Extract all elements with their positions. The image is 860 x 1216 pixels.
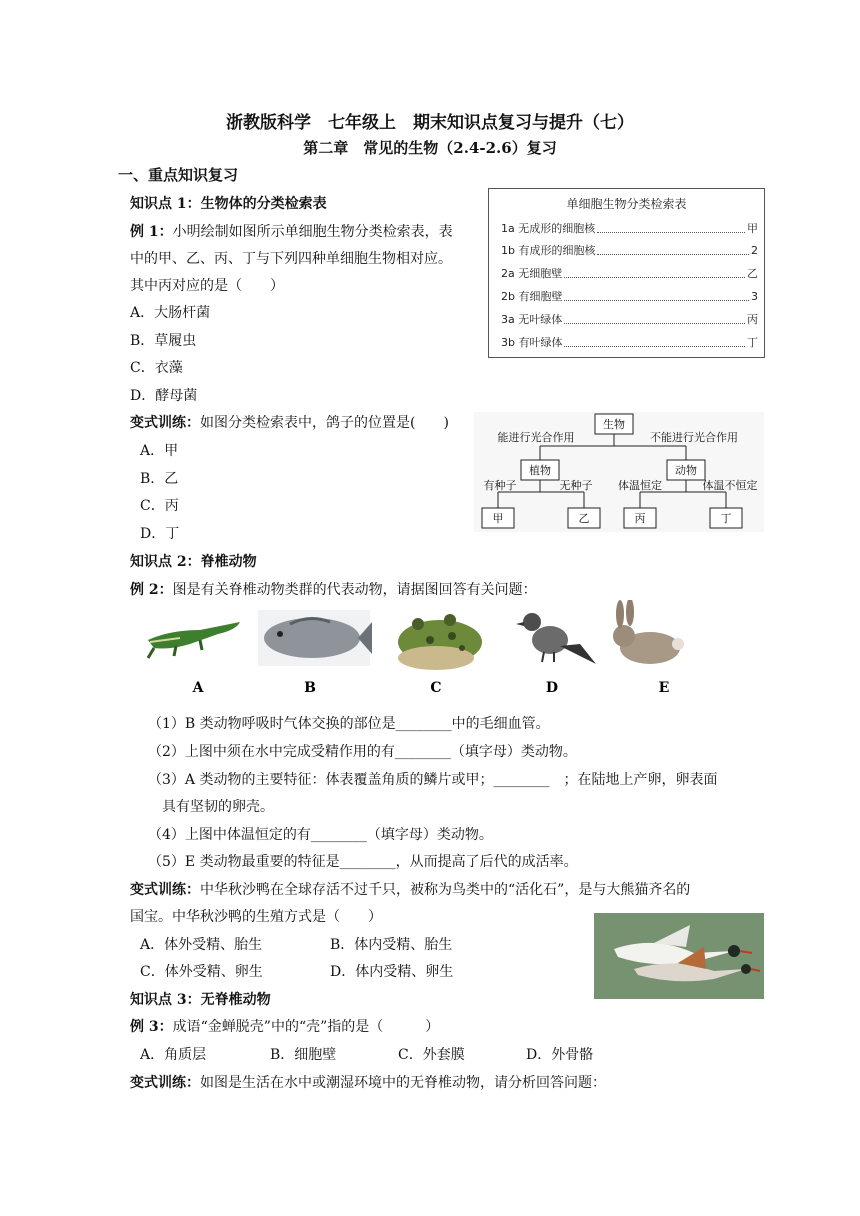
- variant-label: 变式训练：: [130, 1075, 200, 1091]
- tree-left-branch: 能进行光合作用: [497, 431, 575, 444]
- tree-leaf: 丁: [720, 512, 732, 525]
- kp2-example: [130, 580, 537, 600]
- option-b: B．细胞壁: [270, 1047, 337, 1063]
- kp1-variant: [130, 413, 449, 433]
- variant-option-b: B．乙: [140, 471, 179, 487]
- animal-label: D: [545, 680, 559, 696]
- option-d: D．酵母菌: [130, 388, 198, 404]
- variant-option-d: D．体内受精、卵生: [330, 964, 454, 980]
- tree-no-seed: 无种子: [559, 479, 593, 492]
- animal-label: E: [658, 680, 670, 696]
- question-2: （2）上图中须在水中完成受精作用的有________（填字母）类动物。: [148, 744, 577, 760]
- key-table-title: 单细胞生物分类检索表: [566, 197, 687, 211]
- example-text: 小明绘制如图所示单细胞生物分类检索表，表: [172, 224, 453, 240]
- variant-text: 如图是生活在水中或潮湿环境中的无脊椎动物，请分析回答问题：: [200, 1075, 606, 1091]
- tree-warm: 体温恒定: [618, 479, 662, 492]
- key-row: 2b 有细胞壁 3: [501, 289, 758, 303]
- key-row: 3b 有叶绿体 丁: [501, 336, 758, 349]
- kp3-heading: 知识点 3：无脊椎动物: [130, 992, 271, 1008]
- rabbit-icon: [613, 600, 684, 664]
- tree-right-branch: 不能进行光合作用: [650, 431, 738, 444]
- variant-option-a: A．甲: [140, 443, 179, 459]
- section-heading: 一、重点知识复习: [118, 166, 239, 184]
- page-subtitle: 第二章 常见的生物（2.4-2.6）复习: [303, 139, 557, 157]
- animal-label: A: [192, 680, 204, 696]
- key-row: 2a 无细胞壁 乙: [501, 267, 758, 280]
- fish-icon: [258, 610, 372, 666]
- question-5: （5）E 类动物最重要的特征是________，从而提高了后代的成活率。: [148, 854, 578, 870]
- tree-leaf: 丙: [634, 512, 646, 525]
- kp1-heading: 知识点 1：生物体的分类检索表: [130, 196, 327, 212]
- variant-option-b: B．体内受精、胎生: [330, 937, 453, 953]
- key-row: 1b 有成形的细胞核 2: [501, 243, 758, 257]
- animal-label: B: [304, 680, 316, 696]
- tree-cold: 体温不恒定: [702, 479, 758, 492]
- variant-label: 变式训练：: [130, 415, 200, 431]
- option-a: A．大肠杆菌: [130, 305, 211, 321]
- kp2-heading: 知识点 2：脊椎动物: [130, 554, 257, 570]
- example-text: 图是有关脊椎动物类群的代表动物，请据图回答有关问题：: [172, 582, 537, 598]
- example-text: 成语“金蝉脱壳”中的“壳”指的是（ ）: [172, 1019, 440, 1035]
- example-label: 例 2：: [130, 582, 173, 598]
- question-4: （4）上图中体温恒定的有________（填字母）类动物。: [148, 827, 493, 843]
- variant-text: 如图分类检索表中，鸽子的位置是( ): [200, 415, 449, 431]
- example-label: 例 3：: [130, 1019, 173, 1035]
- key-row: 3a 无叶绿体 丙: [501, 313, 758, 326]
- variant-option-a: A．体外受精、胎生: [140, 937, 263, 953]
- variant-option-d: D．丁: [140, 526, 180, 542]
- kp3-variant: [130, 1073, 606, 1093]
- kp3-example: [130, 1017, 439, 1037]
- question-3-cont: 具有坚韧的卵壳。: [162, 799, 274, 815]
- kp1-example-line1: [130, 222, 453, 242]
- kp1-example-line2: 中的甲、乙、丙、丁与下列四种单细胞生物相对应。: [130, 251, 452, 267]
- frog-icon: [398, 614, 482, 670]
- question-1: （1）B 类动物呼吸时气体交换的部位是________中的毛细血管。: [148, 716, 550, 732]
- tree-has-seed: 有种子: [483, 479, 517, 492]
- merganser-ducks-photo: [594, 913, 764, 999]
- key-row: 1a 无成形的细胞核 甲: [501, 222, 758, 235]
- example-label: 例 1：: [130, 224, 173, 240]
- variant-label: 变式训练：: [130, 882, 200, 898]
- vertebrate-animals-figure: [140, 600, 700, 696]
- option-b: B．草履虫: [130, 333, 197, 349]
- tree-leaf: 乙: [578, 512, 590, 525]
- kp2-variant-line2: 国宝。中华秋沙鸭的生殖方式是（ ）: [130, 909, 382, 925]
- variant-option-c: C．体外受精、卵生: [140, 964, 263, 980]
- animal-label: C: [430, 680, 442, 696]
- tree-animal: 动物: [675, 464, 697, 477]
- option-c: C．外套膜: [398, 1047, 465, 1063]
- kp1-example-line3: 其中丙对应的是（ ）: [130, 278, 284, 294]
- bird-icon: [516, 613, 596, 664]
- kp2-variant-line1: [130, 880, 690, 900]
- classification-tree-diagram: [474, 412, 764, 532]
- tree-plant: 植物: [529, 464, 551, 477]
- option-c: C．衣藻: [130, 360, 183, 376]
- classification-key-table: [488, 188, 765, 358]
- page-title: 浙教版科学 七年级上 期末知识点复习与提升（七）: [226, 113, 634, 133]
- crocodile-icon: [148, 622, 240, 658]
- tree-root: 生物: [603, 418, 625, 431]
- question-3: （3）A 类动物的主要特征：体表覆盖角质的鳞片或甲；________ ；在陆地上产卵，卵表面: [148, 772, 718, 788]
- option-d: D．外骨骼: [526, 1047, 594, 1063]
- option-a: A．角质层: [140, 1047, 207, 1063]
- variant-text: 中华秋沙鸭在全球存活不过千只，被称为鸟类中的“活化石”，是与大熊猫齐名的: [200, 882, 691, 898]
- tree-leaf: 甲: [492, 512, 504, 525]
- variant-option-c: C．丙: [140, 498, 179, 514]
